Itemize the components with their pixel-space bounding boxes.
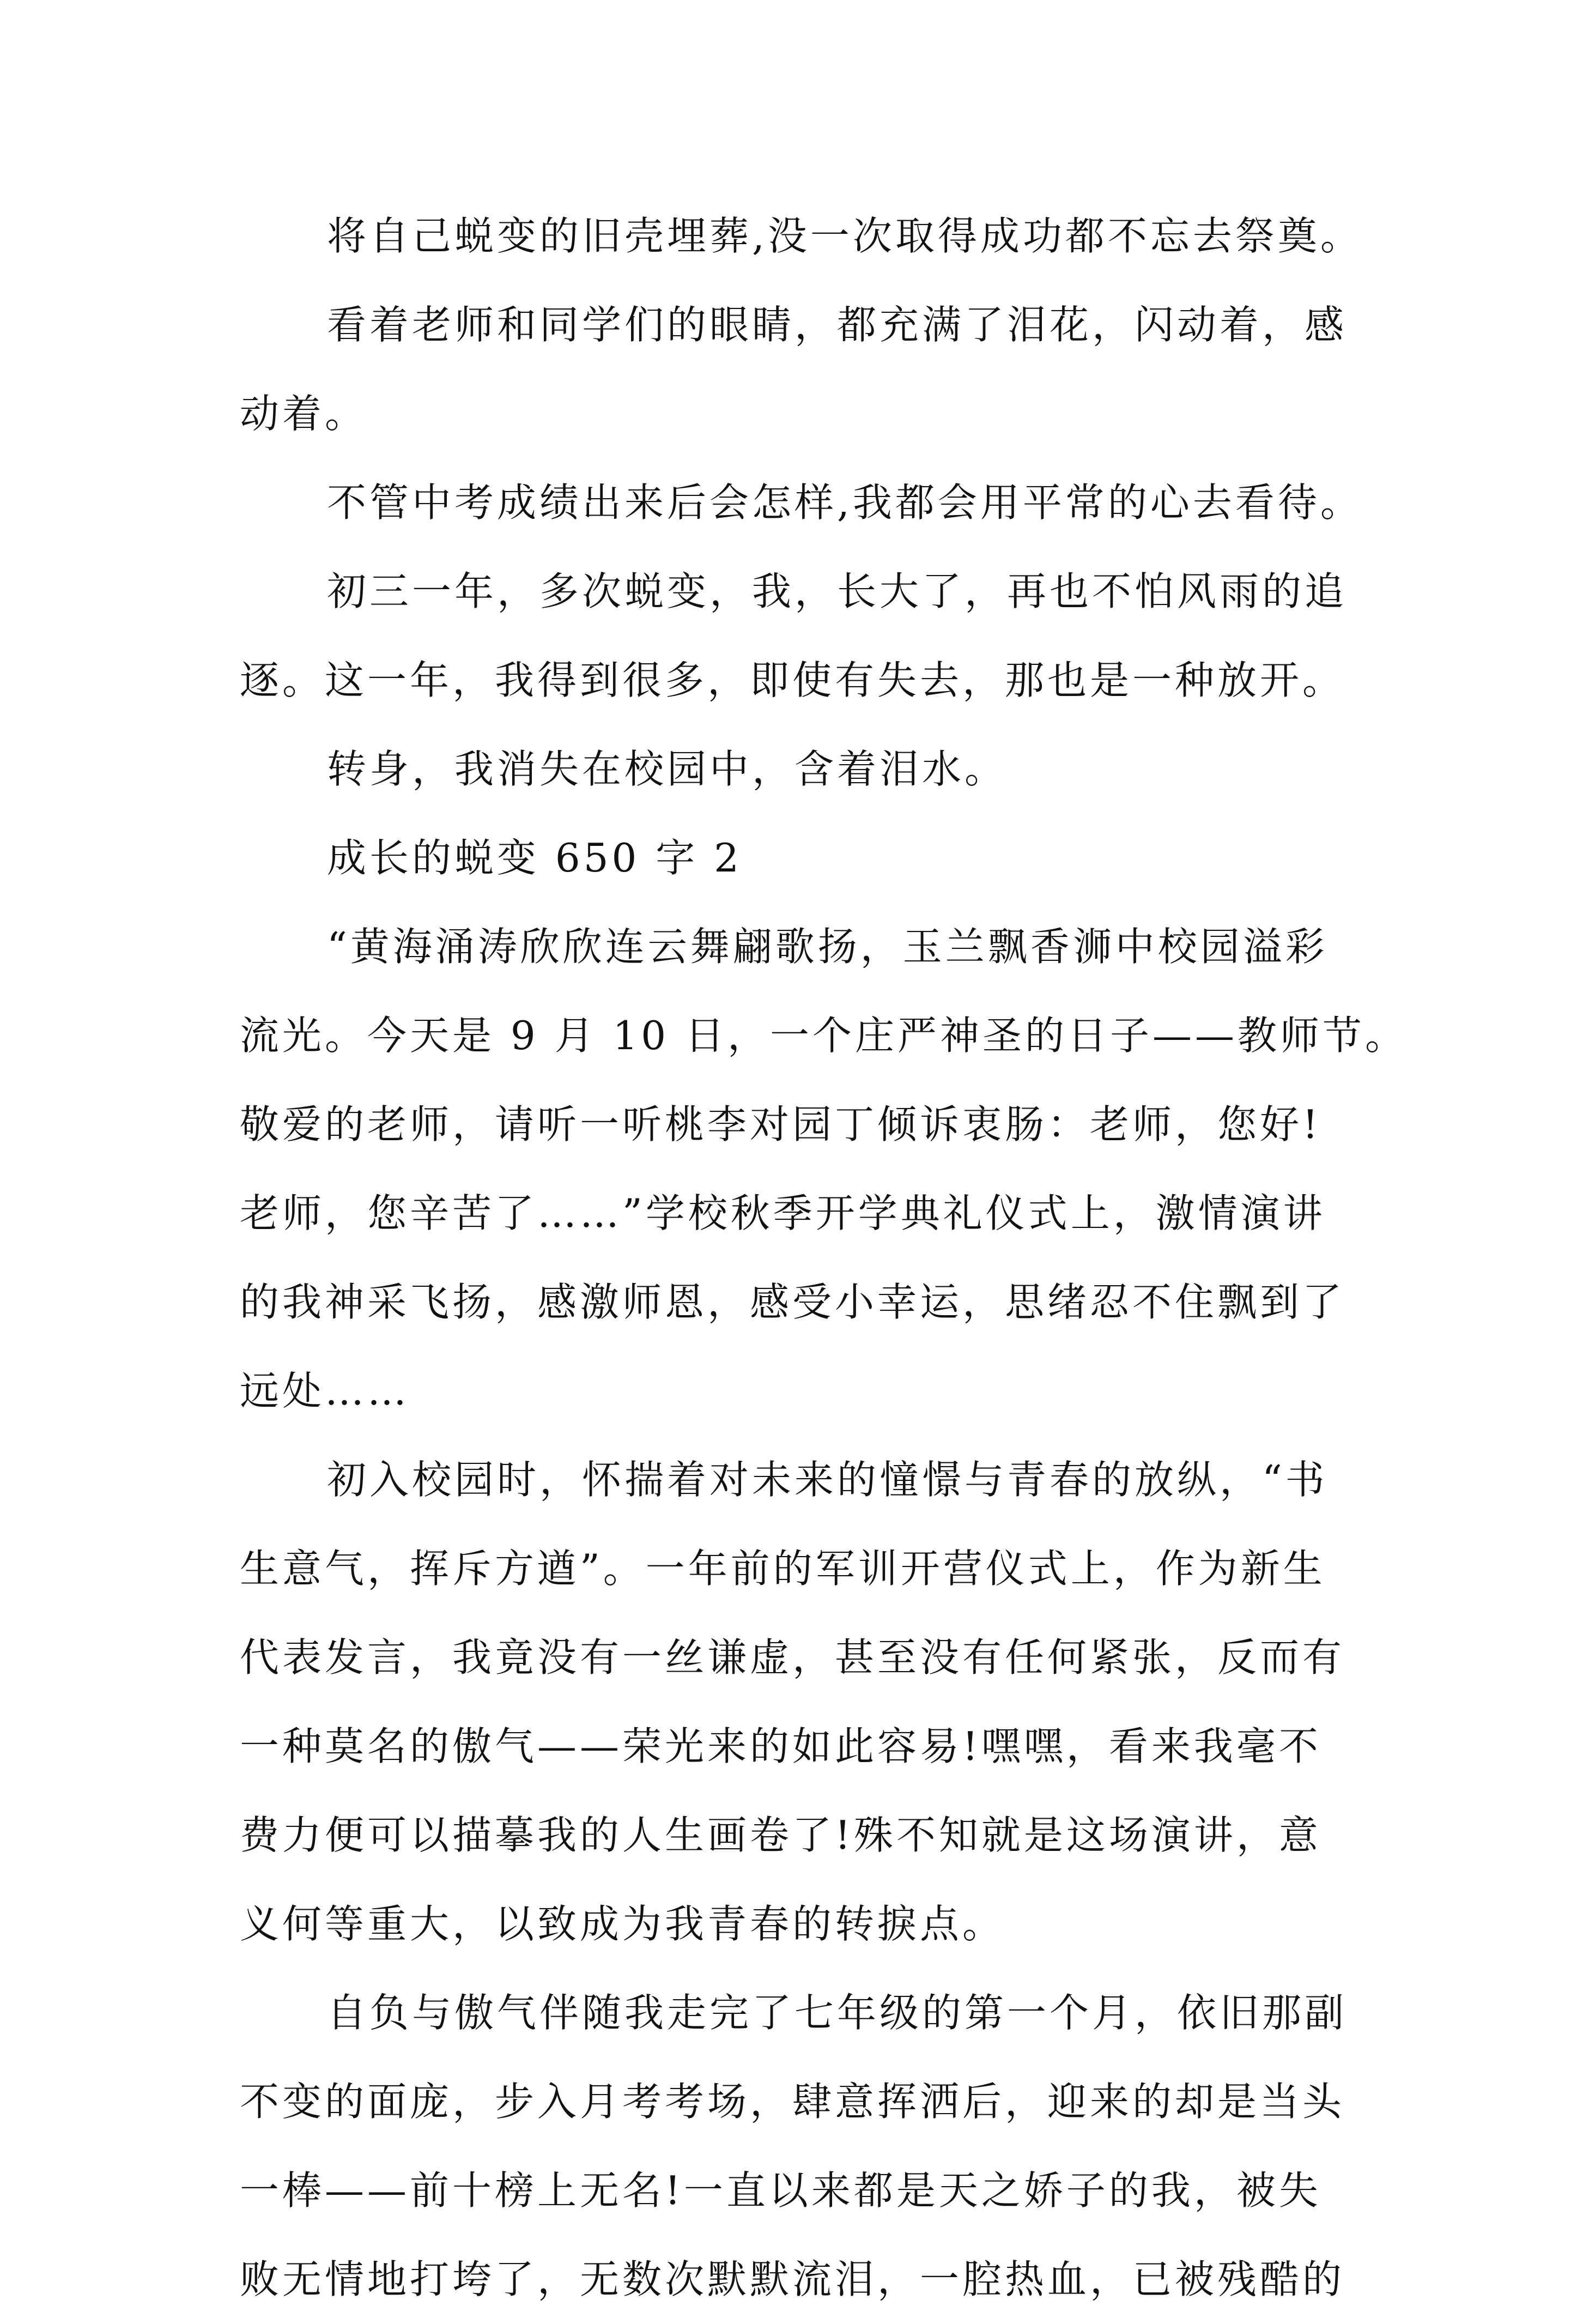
text-line: 代表发言，我竟没有一丝谦虚，甚至没有任何紧张，反而有 xyxy=(240,1635,1345,1680)
text-line: 将自己蜕变的旧壳埋葬,没一次取得成功都不忘去祭奠。 xyxy=(327,213,1363,259)
text-line: 动着。 xyxy=(240,391,368,437)
text-line: 不变的面庞，步入月考考场，肆意挥洒后，迎来的却是当头 xyxy=(240,2079,1345,2125)
text-line: 初入校园时，怀揣着对未来的憧憬与青春的放纵，“书 xyxy=(327,1457,1328,1503)
text-line: 流光。今天是 9 月 10 日，一个庄严神圣的日子——教师节。 xyxy=(240,1013,1408,1058)
text-line: “黄海涌涛欣欣连云舞翩歌扬，玉兰飘香浉中校园溢彩 xyxy=(327,924,1328,970)
text-line: 老师，您辛苦了……”学校秋季开学典礼仪式上，激情演讲 xyxy=(240,1190,1326,1236)
text-line: 败无情地打垮了，无数次默默流泪，一腔热血，已被残酷的 xyxy=(240,2256,1345,2302)
text-line: 的我神采飞扬，感激师恩，感受小幸运，思绪忍不住飘到了 xyxy=(240,1279,1345,1325)
text-line: 敬爱的老师，请听一听桃李对园丁倾诉衷肠：老师，您好! xyxy=(240,1102,1321,1147)
body-text xyxy=(240,192,1428,2324)
text-line: 初三一年，多次蜕变，我，长大了，再也不怕风雨的追 xyxy=(327,568,1348,614)
text-line: 看着老师和同学们的眼睛，都充满了泪花，闪动着，感 xyxy=(327,302,1348,348)
text-line: 转身，我消失在校园中，含着泪水。 xyxy=(327,746,1008,792)
text-line: 一种莫名的傲气——荣光来的如此容易!嘿嘿，看来我毫不 xyxy=(240,1723,1321,1769)
text-line: 逐。这一年，我得到很多，即使有失去，那也是一种放开。 xyxy=(240,657,1345,703)
text-line: 义何等重大，以致成为我青春的转捩点。 xyxy=(240,1901,1005,1947)
text-line: 一棒——前十榜上无名!一直以来都是天之娇子的我，被失 xyxy=(240,2168,1321,2213)
text-line: 费力便可以描摹我的人生画卷了!殊不知就是这场演讲，意 xyxy=(240,1812,1321,1858)
text-line: 自负与傲气伴随我走完了七年级的第一个月，依旧那副 xyxy=(327,1990,1348,2036)
text-line: 远处…… xyxy=(240,1368,410,1414)
text-line: 不管中考成绩出来后会怎样,我都会用平常的心去看待。 xyxy=(327,480,1363,525)
section-heading: 成长的蜕变 650 字 2 xyxy=(327,835,742,881)
text-line: 生意气，挥斥方遒”。一年前的军训开营仪式上，作为新生 xyxy=(240,1546,1326,1591)
